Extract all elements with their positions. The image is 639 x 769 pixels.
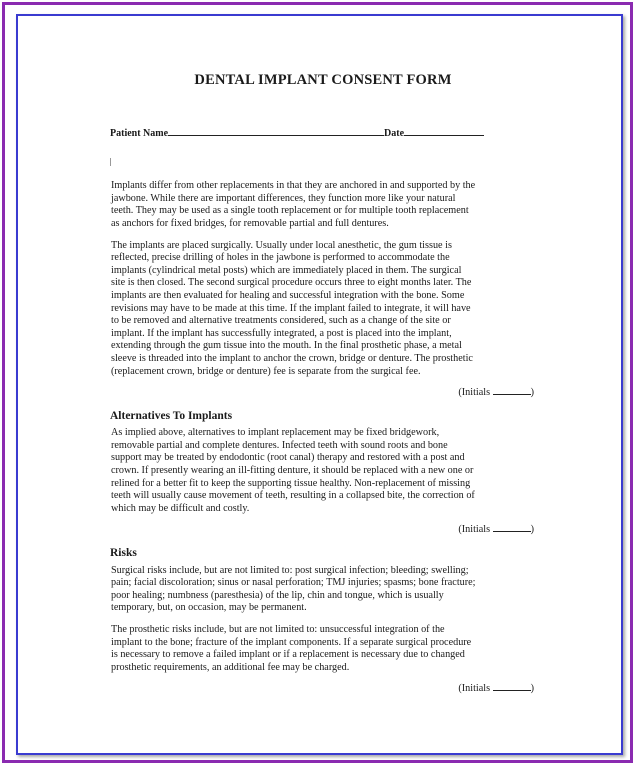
- line: teeth will usually cause movement of teeth, resulting in a collapsed bite, the correction of: [111, 490, 475, 502]
- consent-form: [108, 70, 538, 696]
- initials-close: ): [530, 683, 534, 695]
- initials-field-3: [108, 681, 538, 696]
- initials-field-2: [108, 522, 538, 537]
- line: jawbone. While there are important differences, they function more like your natural: [111, 192, 456, 204]
- initials-close: ): [530, 524, 534, 536]
- line: implant to the bone; fracture of the implant components. If a separate surgical procedure: [111, 636, 472, 648]
- line: support may be treated by endodontic (root canal) therapy and restored with a post and: [111, 452, 465, 464]
- line: teeth. They may be used as a single tooth replacement or for multiple tooth replacement: [111, 205, 469, 217]
- date-label: Date: [384, 127, 405, 139]
- alternatives-heading: Alternatives To Implants: [110, 409, 233, 422]
- initials-label: (Initials: [458, 387, 491, 399]
- initials-input-3[interactable]: [493, 681, 531, 691]
- text-cursor-mark: [110, 158, 111, 166]
- line: to be removed and alternative treatments considered, such as a change of the site or: [111, 315, 451, 327]
- alternatives-paragraph: [108, 427, 538, 515]
- patient-name-label: Patient Name: [110, 127, 169, 139]
- line: The prosthetic risks include, but are not limited to: unsuccessful integration of the: [111, 624, 445, 635]
- date-field[interactable]: [404, 125, 484, 136]
- line: extending through the gum tissue into the mouth. In the final prosthetic phase, a metal: [111, 340, 462, 352]
- line: as anchors for fixed bridges, for removable partial and full dentures.: [111, 217, 389, 229]
- line: Implants differ from other replacements in that they are anchored in and supported by the: [111, 180, 476, 192]
- initials-close: ): [530, 387, 534, 399]
- line: The implants are placed surgically. Usually under local anesthetic, the gum tissue is: [111, 239, 452, 251]
- line: removable partial and complete dentures. Infected teeth with sound roots and bone: [111, 439, 448, 451]
- line: sleeve is threaded into the implant to anchor the crown, bridge or denture. The prosthetic: [111, 352, 473, 364]
- line: relined for a better fit to keep the supporting tissue healthy. Non-replacement of missing: [111, 477, 471, 489]
- line: site is then closed. The second surgical procedure occurs three to eight months later. The: [111, 277, 472, 289]
- intro-paragraph: [108, 180, 538, 230]
- risks-heading: Risks: [110, 547, 137, 560]
- line: which may be difficult and costly.: [111, 502, 250, 514]
- patient-fields: [108, 125, 538, 141]
- initials-input-1[interactable]: [493, 385, 531, 395]
- line: poor healing; numbness (paresthesia) of the lip, chin and tongue, which is usually: [111, 589, 444, 601]
- line: temporary, but, on occasion, may be permanent.: [111, 602, 307, 614]
- line: implants are then evaluated for healing and successful integration with the bone. Some: [111, 289, 465, 301]
- line: is necessary to remove a failed implant or if a replacement is necessary due to changed: [111, 649, 465, 661]
- line: implant. If the implant has successfully integrated, a post is placed into the implant,: [111, 327, 452, 339]
- surgery-paragraph: [108, 240, 538, 379]
- initials-field-1: [108, 385, 538, 400]
- line: (replacement crown, bridge or denture) fee is separate from the surgical fee.: [111, 365, 421, 377]
- initials-label: (Initials: [458, 524, 491, 536]
- patient-name-field[interactable]: [168, 125, 384, 136]
- line: reflected, precise drilling of holes in the jawbone is performed to accommodate the: [111, 252, 450, 264]
- line: crown. If presently wearing an ill-fitting denture, it should be replaced with a new one or: [111, 465, 474, 477]
- line: prosthetic requirements, an additional fee may be charged.: [111, 661, 350, 673]
- form-title: DENTAL IMPLANT CONSENT FORM: [194, 72, 452, 88]
- initials-input-2[interactable]: [493, 522, 531, 532]
- line: pain; facial discoloration; sinus or nasal perforation; TMJ injuries; spasms; bone fracture;: [111, 577, 476, 589]
- initials-label: (Initials: [458, 683, 491, 695]
- line: implants (cylindrical metal posts) which are immediately placed in them. The surgical: [111, 264, 462, 276]
- prosthetic-risks-paragraph: [108, 624, 538, 674]
- line: revisions may have to be made at this time. If the implant failed to integrate, it will have: [111, 302, 471, 314]
- line: Surgical risks include, but are not limited to: post surgical infection; bleeding; swelling;: [111, 564, 469, 576]
- line: As implied above, alternatives to implant replacement may be fixed bridgework,: [111, 427, 440, 439]
- surgical-risks-paragraph: [108, 565, 538, 615]
